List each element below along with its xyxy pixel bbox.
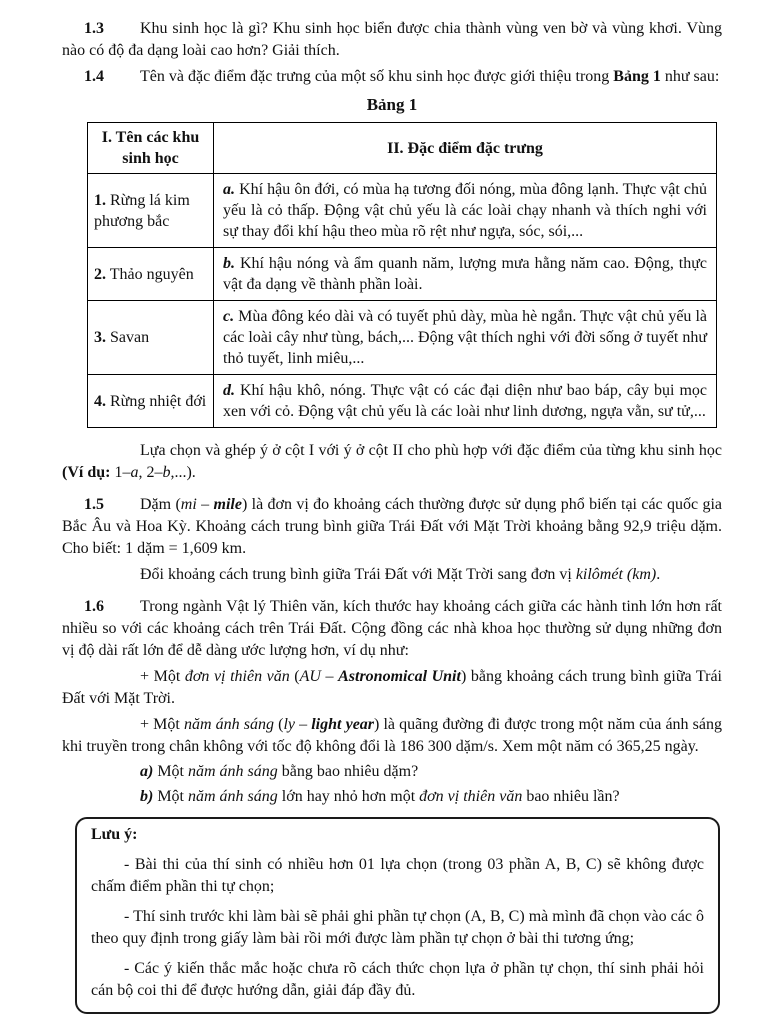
note-item: - Các ý kiến thắc mắc hoặc chưa rõ cách thức chọn lựa ở phần tự chọn, thí sinh phải hỏi cán bộ coi thi để được hướng dẫn, giải đáp đầy đủ.	[91, 960, 704, 999]
table-row	[88, 375, 717, 428]
biome-desc-cell: d. Khí hậu khô, nóng. Thực vật có các đại diện như bao báp, cây bụi mọc xen với cỏ. Động vật chủ yếu là các loài như linh dương, ngựa vằn, sư tử,...	[214, 375, 717, 428]
subquestion-a: a) Một năm ánh sáng bằng bao nhiêu dặm?	[140, 763, 419, 780]
table-header-row	[88, 123, 717, 174]
biome-desc-cell: b. Khí hậu nóng và ẩm quanh năm, lượng mưa hằng năm cao. Động, thực vật đa dạng về thành phần loài.	[214, 248, 717, 301]
table-row	[88, 174, 717, 248]
question-1-3	[62, 18, 722, 62]
question-1-6	[62, 596, 722, 662]
question-1-5	[62, 494, 722, 560]
question-number: 1.6	[84, 598, 104, 615]
subquestion-b: b) Một năm ánh sáng lớn hay nhỏ hơn một đơn vị thiên văn bao nhiêu lần?	[140, 788, 620, 805]
biome-name-cell: 2. Thảo nguyên	[88, 248, 214, 301]
table-title: Bảng 1	[366, 95, 418, 114]
table-row	[88, 248, 717, 301]
question-1-5-sub: Đổi khoảng cách trung bình giữa Trái Đất với Mặt Trời sang đơn vị kilômét (km).	[140, 566, 661, 583]
biome-desc-cell: c. Mùa đông kéo dài và có tuyết phủ dày, mùa hè ngắn. Thực vật chủ yếu là các loài cây như tùng, bách,... Động vật thích nghi với đời sống ở tuyết như thỏ tuyết, linh miêu,...	[214, 301, 717, 375]
question-number: 1.3	[84, 20, 104, 37]
question-text: Khu sinh học là gì? Khu sinh học biển được chia thành vùng ven bờ và vùng khơi. Vùng nào có độ đa dạng loài cao hơn? Giải thích.	[62, 20, 722, 59]
biome-name-cell: 1. Rừng lá kim phương bắc	[88, 174, 214, 248]
match-instruction: Lựa chọn và ghép ý ở cột I với ý ở cột II cho phù hợp với đặc điểm của từng khu sinh học (Ví dụ: 1–a, 2–b,...).	[62, 442, 722, 481]
question-number: 1.4	[84, 68, 104, 85]
table-row	[88, 301, 717, 375]
question-text: Tên và đặc điểm đặc trưng của một số khu sinh học được giới thiệu trong Bảng 1 như sau:	[140, 68, 720, 85]
table-header-col1: I. Tên các khu sinh học	[88, 123, 214, 174]
biome-name-cell: 3. Savan	[88, 301, 214, 375]
light-year-bullet: + Một năm ánh sáng (ly – light year) là quãng đường đi được trong một năm của ánh sáng khi truyền trong chân không với tốc độ không đổi là 186 300 dặm/s. Xem một năm có 365,25 ngày.	[62, 716, 723, 755]
biome-desc-cell: a. Khí hậu ôn đới, có mùa hạ tương đối nóng, mùa đông lạnh. Thực vật chủ yếu là cỏ thấp. Động vật chủ yếu là các loài chạy nhanh và thích nghi với sự thay đổi khí hậu theo mùa rõ rệt như ngựa, sóc, sói,...	[214, 174, 717, 248]
note-box	[75, 817, 720, 1014]
astronomical-unit-bullet: + Một đơn vị thiên văn (AU – Astronomical Unit) bằng khoảng cách trung bình giữa Trái Đất với Mặt Trời.	[62, 668, 722, 707]
note-title: Lưu ý:	[91, 826, 138, 843]
table-header-col2: II. Đặc điểm đặc trưng	[214, 123, 717, 174]
question-text: Dặm (mi – mile) là đơn vị đo khoảng cách thường được sử dụng phổ biến tại các quốc gia Bắc Âu và Hoa Kỳ. Khoảng cách trung bình giữa Trái Đất với Mặt Trời khoảng bằng 92,9 triệu dặm. Cho biết: 1 dặm = 1,609 km.	[62, 496, 723, 557]
question-text: Trong ngành Vật lý Thiên văn, kích thước hay khoảng cách giữa các hành tinh lớn hơn rất nhiều so với các khoảng cách trên Trái Đất. Cộng đồng các nhà khoa học thường sử dụng những đơn vị độ dài rất lớn để dễ dàng ước lượng hơn, ví dụ như:	[62, 598, 722, 659]
note-item: - Bài thi của thí sinh có nhiều hơn 01 lựa chọn (trong 03 phần A, B, C) sẽ không được chấm điểm phần thi tự chọn;	[91, 856, 704, 895]
note-item: - Thí sinh trước khi làm bài sẽ phải ghi phần tự chọn (A, B, C) mà mình đã chọn vào các ô theo quy định trong giấy làm bài rồi mới được làm phần tự chọn ở bài thi tương ứng;	[91, 908, 704, 947]
question-1-4	[62, 66, 722, 88]
biome-table	[87, 122, 717, 428]
biome-name-cell: 4. Rừng nhiệt đới	[88, 375, 214, 428]
question-number: 1.5	[84, 496, 104, 513]
